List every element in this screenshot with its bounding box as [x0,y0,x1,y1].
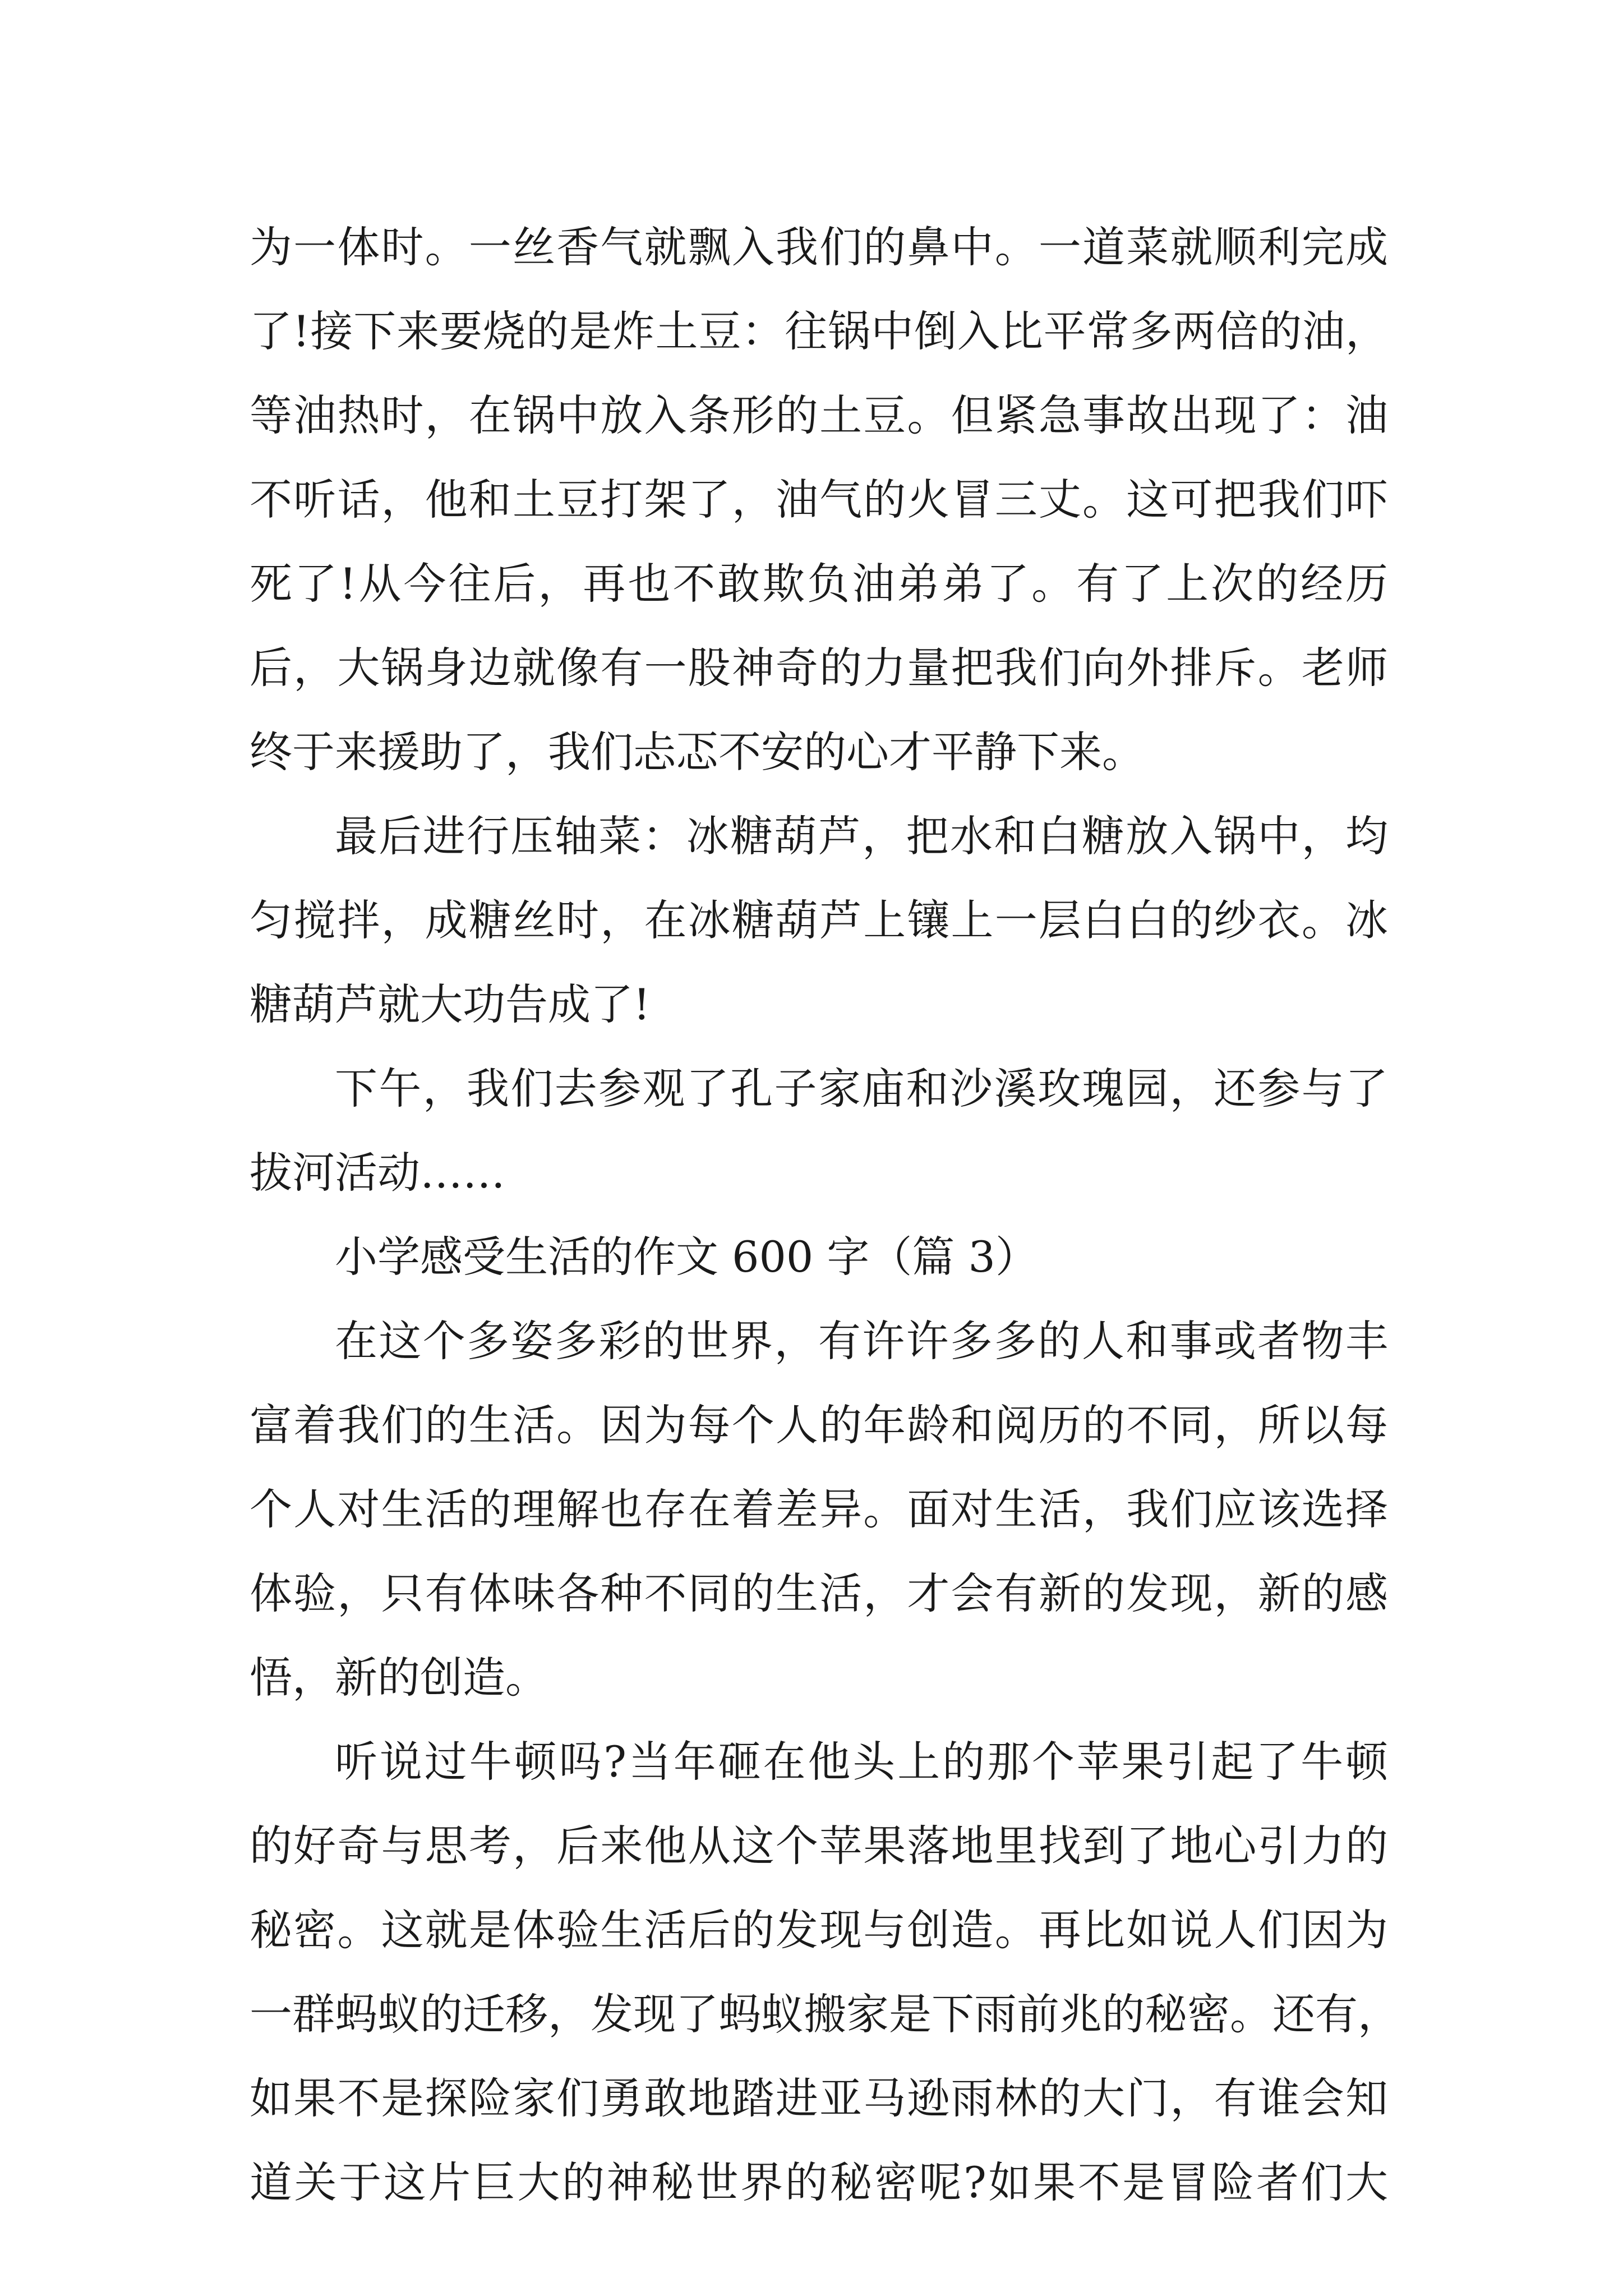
text-line: 匀搅拌，成糖丝时，在冰糖葫芦上镶上一层白白的纱衣。冰 [250,895,1388,945]
text-line: 拔河活动…… [250,1148,505,1198]
paragraph-first-line: 最后进行压轴菜：冰糖葫芦，把水和白糖放入锅中，均 [335,811,1388,861]
text-line: 秘密。这就是体验生活后的发现与创造。再比如说人们因为 [250,1905,1388,1955]
text-line: 富着我们的生活。因为每个人的年龄和阅历的不同，所以每 [250,1400,1388,1450]
text-line: 死了!从今往后，再也不敢欺负油弟弟了。有了上次的经历 [250,559,1388,609]
text-line: 的好奇与思考，后来他从这个苹果落地里找到了地心引力的 [250,1821,1388,1871]
text-line: 不听话，他和土豆打架了，油气的火冒三丈。这可把我们吓 [250,475,1388,524]
section-heading: 小学感受生活的作文 600 字（篇 3） [335,1232,1038,1282]
text-line: 道关于这片巨大的神秘世界的秘密呢?如果不是冒险者们大 [250,2157,1388,2207]
text-line: 终于来援助了，我们忐忑不安的心才平静下来。 [250,727,1145,777]
text-line: 体验，只有体味各种不同的生活，才会有新的发现，新的感 [250,1568,1388,1618]
text-line: 悟，新的创造。 [250,1653,548,1703]
text-line: 后，大锅身边就像有一股神奇的力量把我们向外排斥。老师 [250,643,1388,693]
text-line: 等油热时，在锅中放入条形的土豆。但紧急事故出现了：油 [250,390,1388,440]
text-line: 个人对生活的理解也存在着差异。面对生活，我们应该选择 [250,1484,1388,1534]
paragraph-first-line: 听说过牛顿吗?当年砸在他头上的那个苹果引起了牛顿 [335,1737,1388,1787]
body-text [250,205,1400,2225]
paragraph-first-line: 下午，我们去参观了孔子家庙和沙溪玫瑰园，还参与了 [335,1064,1388,1114]
paragraph-first-line: 在这个多姿多彩的世界，有许许多多的人和事或者物丰 [335,1316,1388,1366]
text-line: 如果不是探险家们勇敢地踏进亚马逊雨林的大门，有谁会知 [250,2073,1388,2123]
text-line: 了!接下来要烧的是炸土豆：往锅中倒入比平常多两倍的油， [250,306,1388,356]
text-line: 一群蚂蚁的迁移，发现了蚂蚁搬家是下雨前兆的秘密。还有， [250,1989,1400,2039]
text-line: 为一体时。一丝香气就飘入我们的鼻中。一道菜就顺利完成 [250,222,1388,272]
text-line: 糖葫芦就大功告成了! [250,979,651,1029]
